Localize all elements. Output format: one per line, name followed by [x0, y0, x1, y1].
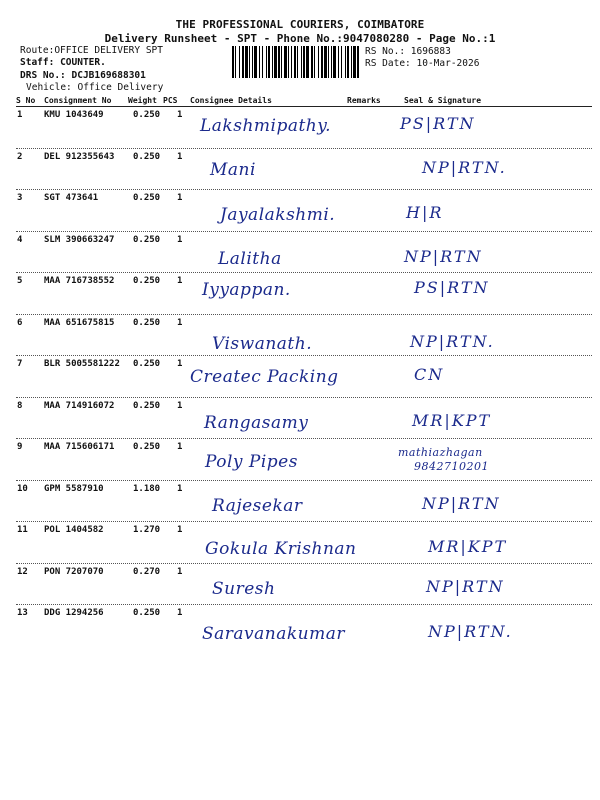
runsheet-subtitle: Delivery Runsheet - SPT - Phone No.:9047080280 - Page No.:1 — [104, 32, 496, 45]
barcode-bar — [281, 46, 282, 78]
row-weight: 0.250 — [133, 110, 161, 120]
row-sno: 2 — [17, 151, 23, 162]
barcode-bar — [232, 46, 234, 78]
row-consignee-handwriting: Lakshmipathy. — [200, 116, 332, 136]
barcode-bar — [357, 46, 359, 78]
row-sno: 7 — [17, 359, 23, 369]
row-weight: 0.250 — [133, 276, 161, 286]
barcode-bar — [306, 46, 309, 78]
row-consignment-no: MAA 651675815 — [44, 317, 115, 328]
rs-no-label: RS No.: — [365, 46, 406, 57]
row-pcs: 1 — [177, 317, 183, 328]
row-consignment-no: BLR 5005581222 — [44, 359, 120, 369]
row-sno: 10 — [17, 483, 28, 494]
barcode-bar — [318, 46, 319, 78]
barcode-bar — [331, 46, 332, 78]
row-pcs: 1 — [177, 525, 183, 535]
row-divider — [16, 604, 592, 605]
row-consignee-handwriting: Lalitha — [218, 248, 282, 269]
barcode-bar — [347, 46, 349, 78]
barcode-bar — [242, 46, 244, 78]
row-pcs: 1 — [177, 483, 183, 494]
row-remark-handwriting: MR|KPT — [428, 537, 508, 556]
rs-no-line — [365, 47, 451, 57]
route-line — [20, 46, 163, 56]
row-remark-handwriting: mathiazhagan — [398, 446, 483, 459]
barcode-bar — [284, 46, 287, 78]
row-divider — [16, 314, 592, 315]
barcode-bar — [324, 46, 327, 78]
row-consignment-no: DDG 1294256 — [44, 608, 104, 618]
col-consignment: Consignment No — [44, 96, 112, 105]
barcode-bar — [353, 46, 356, 78]
row-weight: 0.250 — [133, 317, 161, 328]
row-pcs: 1 — [177, 151, 183, 162]
col-seal: Seal & Signature — [404, 96, 482, 105]
row-sno: 4 — [17, 234, 23, 245]
row-consignment-no: KMU 1043649 — [44, 110, 104, 120]
row-consignee-handwriting: Viswanath. — [212, 333, 313, 354]
barcode-bar — [338, 46, 339, 78]
row-pcs: 1 — [177, 442, 183, 452]
drs-label: DRS No.: — [20, 70, 66, 81]
staff-label: Staff: — [20, 57, 55, 68]
barcode-bar — [254, 46, 257, 78]
row-sno: 11 — [17, 525, 28, 535]
staff-line — [20, 58, 106, 68]
row-remark-handwriting: NP|RTN — [426, 576, 505, 596]
row-pcs: 1 — [177, 566, 183, 577]
row-sno: 12 — [17, 566, 28, 577]
row-consignee-handwriting: Gokula Krishnan — [205, 539, 357, 559]
row-consignment-no: GPM 5587910 — [44, 483, 104, 494]
row-consignment-no: MAA 715606171 — [44, 442, 115, 452]
barcode-bar — [328, 46, 329, 78]
barcode-bar — [314, 46, 315, 78]
row-consignee-handwriting: Poly Pipes — [205, 452, 298, 472]
barcode-bar — [288, 46, 289, 78]
rs-date-value: 10-Mar-2026 — [416, 58, 480, 69]
barcode-bar — [259, 46, 260, 78]
barcode-bar — [274, 46, 277, 78]
row-divider — [16, 231, 592, 232]
row-consignee-handwriting: Saravanakumar — [202, 624, 345, 644]
header-rule — [16, 106, 592, 107]
row-consignment-no: SLM 390663247 — [44, 234, 115, 245]
row-consignee-handwriting: Suresh — [212, 578, 276, 599]
row-divider — [16, 272, 592, 273]
barcode-bar — [301, 46, 302, 78]
barcode-bar — [262, 46, 263, 78]
row-pcs: 1 — [177, 359, 183, 369]
row-weight: 0.250 — [133, 608, 161, 618]
row-remark-handwriting: MR|KPT — [412, 410, 492, 430]
barcode-bar — [249, 46, 250, 78]
col-sno: S No — [16, 96, 36, 105]
row-weight: 0.250 — [133, 442, 161, 452]
row-sno: 5 — [17, 276, 23, 286]
row-divider — [16, 480, 592, 481]
row-remark-handwriting: H|R — [406, 203, 444, 222]
row-divider — [16, 563, 592, 564]
row-weight: 1.270 — [133, 525, 161, 535]
drs-line — [20, 71, 146, 81]
row-consignee-handwriting: Jayalakshmi. — [220, 205, 336, 225]
barcode-bar — [278, 46, 280, 78]
barcode-bar — [272, 46, 273, 78]
row-remark-handwriting: NP|RTN — [422, 493, 501, 513]
rs-date-line — [365, 59, 479, 69]
col-remarks: Remarks — [347, 96, 381, 105]
barcode-bar — [268, 46, 270, 78]
company-title: THE PROFESSIONAL COURIERS, COIMBATORE — [175, 18, 425, 31]
row-consignment-no: SGT 473641 — [44, 193, 99, 203]
row-divider — [16, 397, 592, 398]
barcode-bar — [245, 46, 248, 78]
row-consignee-handwriting: Rajesekar — [212, 495, 303, 516]
row-consignee-handwriting: Iyyappan. — [202, 280, 291, 300]
row-divider — [16, 189, 592, 190]
row-divider — [16, 355, 592, 356]
row-consignment-no: MAA 714916072 — [44, 400, 115, 411]
row-weight: 0.250 — [133, 151, 161, 162]
row-pcs: 1 — [177, 234, 183, 245]
rs-date-label: RS Date: — [365, 58, 411, 69]
row-consignment-no: MAA 716738552 — [44, 276, 115, 286]
barcode-image — [232, 46, 360, 78]
row-pcs: 1 — [177, 110, 183, 120]
row-remark-handwriting: NP|RTN. — [422, 157, 507, 177]
barcode-bar — [297, 46, 298, 78]
row-weight: 0.250 — [133, 193, 161, 203]
row-sno: 13 — [17, 608, 28, 618]
barcode-bar — [235, 46, 236, 78]
row-weight: 0.270 — [133, 566, 161, 577]
row-divider — [16, 148, 592, 149]
vehicle-value: Office Delivery — [77, 82, 164, 93]
row-sno: 1 — [17, 110, 23, 120]
row-consignment-no: PON 7207070 — [44, 566, 104, 577]
row-consignment-no: POL 1404582 — [44, 525, 104, 535]
barcode-bar — [239, 46, 240, 78]
barcode-bar — [252, 46, 253, 78]
barcode-bar — [291, 46, 292, 78]
row-consignee-handwriting: Mani — [210, 159, 256, 180]
row-sno: 9 — [17, 442, 23, 452]
row-pcs: 1 — [177, 608, 183, 618]
row-sno: 6 — [17, 317, 23, 328]
barcode-bar — [266, 46, 267, 78]
route-label: Route: — [20, 45, 55, 56]
vehicle-line — [26, 83, 163, 93]
row-pcs: 1 — [177, 400, 183, 411]
row-remark-handwriting: PS|RTN — [400, 114, 476, 133]
row-consignee-handwriting: Rangasamy — [204, 412, 309, 433]
staff-value: COUNTER. — [60, 57, 106, 68]
row-remark-handwriting: NP|RTN. — [428, 622, 513, 641]
route-value: OFFICE DELIVERY SPT — [54, 45, 163, 56]
row-remark-handwriting: CN — [414, 365, 445, 384]
row-consignee-handwriting: Createc Packing — [190, 367, 339, 387]
rs-no-value: 1696883 — [410, 46, 451, 57]
row-weight: 0.250 — [133, 234, 161, 245]
col-pcs: PCS — [163, 96, 178, 105]
row-sno: 8 — [17, 400, 23, 411]
row-sno: 3 — [17, 193, 23, 203]
row-divider — [16, 521, 592, 522]
row-remark-handwriting: NP|RTN — [404, 246, 483, 266]
barcode-bar — [311, 46, 313, 78]
barcode-bar — [294, 46, 296, 78]
row-remark-handwriting: NP|RTN. — [410, 331, 495, 351]
row-pcs: 1 — [177, 193, 183, 203]
row-remark-handwriting: PS|RTN — [414, 278, 490, 297]
row-weight: 1.180 — [133, 483, 161, 494]
row-phone-handwriting: 9842710201 — [414, 460, 489, 473]
barcode-bar — [303, 46, 305, 78]
barcode-bar — [345, 46, 346, 78]
row-consignment-no: DEL 912355643 — [44, 151, 115, 162]
row-weight: 0.250 — [133, 359, 161, 369]
barcode-bar — [333, 46, 336, 78]
vehicle-label: Vehicle: — [26, 82, 72, 93]
row-pcs: 1 — [177, 276, 183, 286]
col-weight: Weight — [128, 96, 157, 105]
row-weight: 0.250 — [133, 400, 161, 411]
col-consignee: Consignee Details — [190, 96, 272, 105]
barcode-bar — [351, 46, 352, 78]
barcode-bar — [341, 46, 342, 78]
drs-value: DCJB169688301 — [71, 70, 146, 81]
barcode-bar — [321, 46, 323, 78]
row-divider — [16, 438, 592, 439]
